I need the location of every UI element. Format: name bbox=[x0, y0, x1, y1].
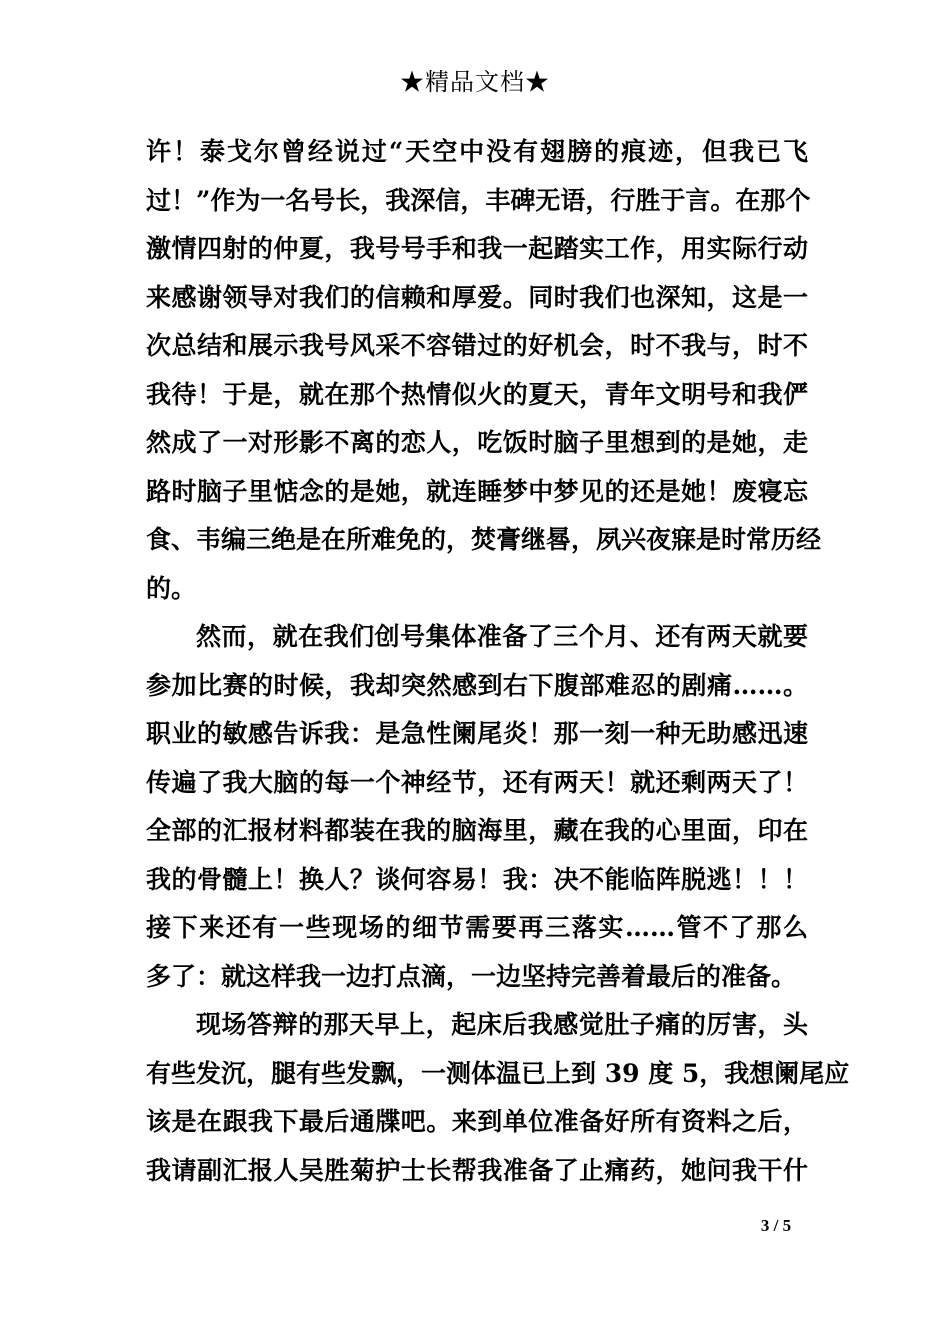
text-line: 该是在跟我下最后通牒吧。来到单位准备好所有资料之后， bbox=[146, 1107, 808, 1136]
text-line: 我的骨髓上！换人？谈何容易！我：决不能临阵脱逃！！！ bbox=[146, 864, 808, 894]
document-body bbox=[146, 130, 850, 1197]
text-line: 多了：就这样我一边打点滴，一边坚持完善着最后的准备。 bbox=[146, 961, 797, 991]
text-line: 传遍了我大脑的每一个神经节，还有两天！就还剩两天了！ bbox=[146, 767, 808, 797]
text-line: 路时脑子里惦念的是她，就连睡梦中梦见的还是她！废寝忘 bbox=[146, 476, 808, 506]
text-line: 接下来还有一些现场的细节需要再三落实……管不了那么 bbox=[146, 913, 808, 942]
text-line: 过！”作为一名号长，我深信，丰碑无语，行胜于言。在那个 bbox=[146, 185, 811, 215]
text-line: 职业的敏感告诉我：是急性阑尾炎！那一刻一种无助感迅速 bbox=[146, 719, 808, 748]
text-line: 有些发沉，腿有些发飘，一测体温已上到 39 度 5，我想阑尾应 bbox=[146, 1058, 850, 1088]
text-line: 参加比赛的时候，我却突然感到右下腹部难忍的剧痛……。 bbox=[146, 670, 808, 700]
text-line: 我待！于是，就在那个热情似火的夏天，青年文明号和我俨 bbox=[146, 379, 808, 409]
text-line: 的。 bbox=[146, 573, 197, 603]
text-line: 然而，就在我们创号集体准备了三个月、还有两天就要 bbox=[196, 622, 808, 651]
text-line: 激情四射的仲夏，我号号手和我一起踏实工作，用实际行动 bbox=[146, 234, 808, 263]
page-number: 3 / 5 bbox=[760, 1216, 792, 1235]
text-line: 许！泰戈尔曾经说过“天空中没有翅膀的痕迹，但我已飞 bbox=[146, 137, 808, 166]
text-line: 次总结和展示我号风采不容错过的好机会，时不我与，时不 bbox=[146, 331, 808, 360]
text-line: 然成了一对形影不离的恋人，吃饭时脑子里想到的是她，走 bbox=[146, 428, 808, 457]
text-line: 食、韦编三绝是在所难免的，焚膏继晷，夙兴夜寐是时常历经 bbox=[146, 525, 822, 554]
text-line: 来感谢领导对我们的信赖和厚爱。同时我们也深知，这是一 bbox=[146, 282, 808, 312]
text-line: 我请副汇报人吴胜菊护士长帮我准备了止痛药，她问我干什 bbox=[146, 1155, 808, 1185]
text-line: 全部的汇报材料都装在我的脑海里，藏在我的心里面，印在 bbox=[146, 816, 808, 845]
document-header: ★精品文档★ bbox=[400, 68, 550, 96]
text-line: 现场答辩的那天早上，起床后我感觉肚子痛的厉害，头 bbox=[196, 1010, 808, 1039]
